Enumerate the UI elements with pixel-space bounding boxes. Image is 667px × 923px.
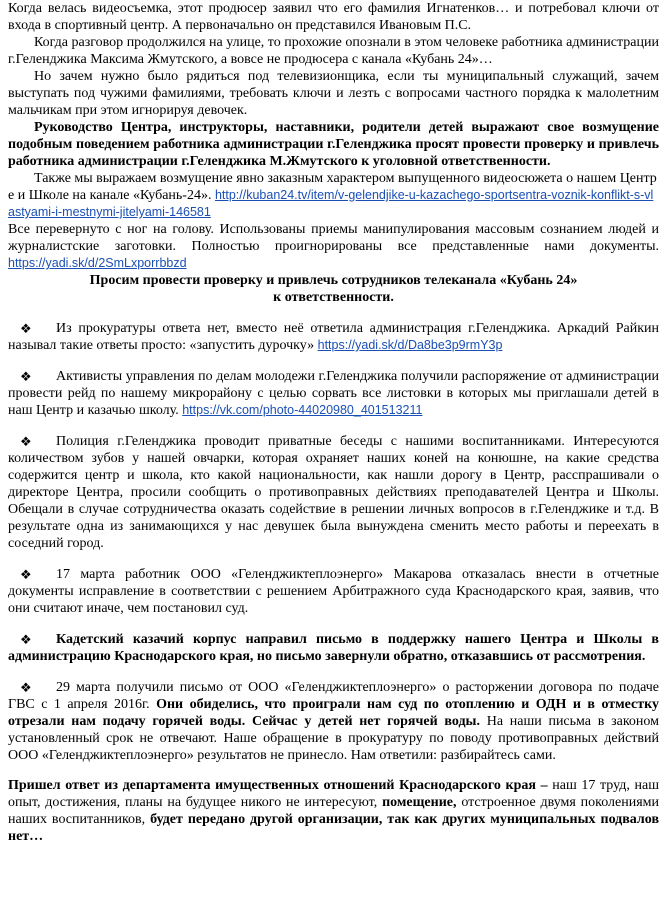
bullet-item-text: 29 марта получили письмо от ООО «Геленджиктеплоэнерго» о расторжении договора по подаче ГВС с 1 апреля 2016г. bbox=[8, 680, 659, 712]
final-text: отстроенное двумя поколениями наших воспитанников, bbox=[8, 795, 660, 827]
paragraph-final bbox=[8, 777, 659, 845]
final-text-bold: Пришел ответ из департамента имущественных отношений Краснодарского края – bbox=[8, 778, 548, 793]
bullet-item-text: 17 марта работник ООО «Геленджиктеплоэнерго» Макарова отказалась внести в отчетные документы исправление в соответствии с решением Арбитражного суда Краснодарского края, заявив, что они считают иначе, чем постановил суд. bbox=[8, 567, 659, 616]
bullet-item-text: Полиция г.Геленджика проводит приватные беседы с нашими воспитанниками. Интересуются количеством зубов у нашей овчарки, которая охраняет наших коней на конюшне, на какие средства содержится центр и школа, кто какой национальности, как нашли дорогу в Центр, расспрашивали о директоре Центра, просили сообщить о противоправных действиях преподавателей Центра и Школы. Обещали в случае сотрудничества оказать содействие в решении личных вопросов в г.Геленджике и т.д. В результате одна из занимающихся у нас девушек была вынуждена сменить место работы и переехать в соседний город. bbox=[8, 434, 659, 551]
bullet-item-cadet bbox=[8, 631, 659, 665]
diamond-bullet-icon: ❖ bbox=[20, 633, 32, 648]
final-text-bold: помещение, bbox=[382, 795, 457, 810]
paragraph-documents-text: Все перевернуто с ног на голову. Использованы приемы манипулирования массовым сознанием людей и журналистские заготовки. Полностью проигнорированы все представленные нами документы. bbox=[8, 222, 659, 254]
paragraph-demand: Руководство Центра, инструкторы, наставники, родители детей выражают свое возмущение подобным поведением работника администрации г.Геленджика просят провести проверку и привлечь работника администрации г.Геленджика М.Жмутского к уголовной ответственности. bbox=[8, 120, 659, 169]
spacer bbox=[8, 764, 659, 777]
paragraph-3: Но зачем нужно было рядиться под телевизионщика, если ты муниципальный служащий, зачем выступать под чужими фамилиями, требовать ключи и лезть с вопросами частного порядка к малолетним мальчикам при этом игнорируя девочек. bbox=[8, 69, 659, 118]
final-text: наш 17 труд, наш опыт, достижения, планы на будущее никого не интересуют, bbox=[8, 778, 659, 810]
paragraph-video-text: Также мы выражаем возмущение явно заказным характером выпущенного видеосюжета о нашем Центре и Школе на канале «Кубань-24». bbox=[8, 171, 657, 203]
diamond-bullet-icon: ❖ bbox=[20, 322, 32, 337]
bullet-item-text: Активисты управления по делам молодежи г.Геленджика получили распоряжение от администрации провести рейд по нашему микрорайону с целью сорвать все листовки в которых мы приглашали детей в наш Центр и казачью школу. bbox=[8, 369, 659, 418]
documents-link[interactable]: https://yadi.sk/d/2SmLxporrbbzd bbox=[8, 256, 187, 270]
bullet-item-text: На наши письма в законом установленный срок не отвечают. Наше обращение в прокуратуру по поводу противоправных действий ООО «Геленджиктеплоэнерго» результатов не принесло. Нам ответили: разбирайтесь сами. bbox=[8, 714, 659, 763]
bullet-item-march17 bbox=[8, 566, 659, 617]
bullet-item-text: Кадетский казачий корпус направил письмо в поддержку нашего Центра и Школы в администрацию Краснодарского края, но письмо завернули обратно, отказавшись от рассмотрения. bbox=[8, 632, 659, 664]
diamond-bullet-icon: ❖ bbox=[20, 681, 32, 696]
bullet-item-march29 bbox=[8, 679, 659, 764]
diamond-bullet-icon: ❖ bbox=[20, 435, 32, 450]
bullet-item-police bbox=[8, 433, 659, 552]
paragraph-2: Когда разговор продолжился на улице, то прохожие опознали в этом человеке работника администрации г.Геленджика Максима Жмутского, а вовсе не продюсера с канала «Кубань 24»… bbox=[8, 35, 659, 67]
final-text-bold: будет передано другой организации, так как других муниципальных подвалов нет… bbox=[8, 812, 659, 844]
heading-line-1: Просим провести проверку и привлечь сотрудников телеканала «Кубань 24» bbox=[89, 273, 578, 288]
paragraph-video bbox=[8, 170, 659, 221]
photo-link[interactable]: https://vk.com/photo-44020980_401513211 bbox=[182, 403, 423, 417]
heading-line-2: к ответственности. bbox=[273, 290, 394, 305]
answer-link[interactable]: https://yadi.sk/d/Da8be3p9rmY3p bbox=[317, 338, 503, 352]
bullet-item-text-bold: Они обиделись, что проиграли нам суд по отоплению и ОДН и в отместку отрезали нам подачу горячей воды. Сейчас у детей нет горячей воды. bbox=[8, 697, 660, 729]
bullet-item-youth bbox=[8, 368, 659, 419]
paragraph-documents bbox=[8, 221, 659, 272]
diamond-bullet-icon: ❖ bbox=[20, 568, 32, 583]
paragraph-1: Когда велась видеосъемка, этот продюсер заявил что его фамилия Игнатенков… и потребовал ключи от входа в спортивный центр. А первоначально он представился Ивановым П.С. bbox=[8, 1, 659, 33]
diamond-bullet-icon: ❖ bbox=[20, 370, 32, 385]
video-link[interactable]: http://kuban24.tv/item/v-gelendjike-u-kazachego-sportsentra-voznik-konflikt-s-vlastyami-i-mestnymi-jitelyami-146581 bbox=[8, 188, 654, 219]
bullet-item-prosecutor bbox=[8, 320, 659, 354]
bullet-item-text: Из прокуратуры ответа нет, вместо неё ответила администрация г.Геленджика. Аркадий Райкин называл такие ответы просто: «запустить дурочку» bbox=[8, 321, 659, 353]
